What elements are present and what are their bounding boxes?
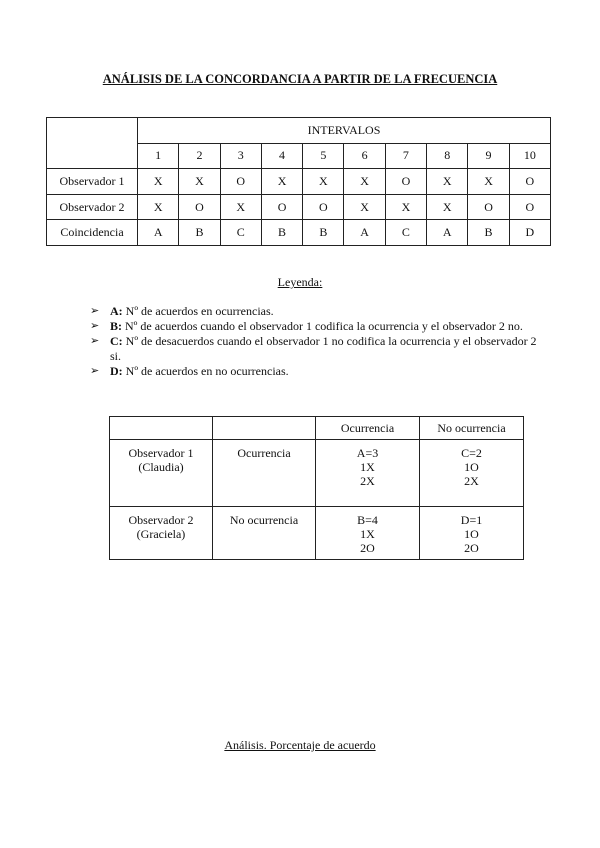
row-label: Observador 2 [47,194,138,220]
interval-value-cell: X [138,169,179,195]
count-cell [420,440,524,507]
legend-title: Leyenda: [277,275,323,289]
interval-number: 1 [138,143,179,169]
count-cell [316,507,420,560]
count-cell [316,440,420,507]
table-row [47,220,551,246]
arrow-bullet-icon: ➢ [90,365,100,377]
interval-value-cell: O [220,169,261,195]
interval-value-cell: X [427,169,468,195]
interval-value-cell: X [344,169,385,195]
interval-value-cell: D [509,220,550,246]
cell-line: B=4 [357,513,378,527]
header-cell [213,417,316,440]
interval-number: 8 [427,143,468,169]
table-row [110,507,524,560]
interval-value-cell: A [344,220,385,246]
header-cell: No ocurrencia [420,417,524,440]
arrow-bullet-icon: ➢ [90,335,100,347]
legend-key: D: [110,364,123,378]
cell-line: 1X [360,460,375,474]
row-label: Observador 1 [47,169,138,195]
legend-key: C: [110,334,123,348]
count-cell [420,507,524,560]
interval-value-cell: C [220,220,261,246]
interval-value-cell: X [385,194,426,220]
interval-value-cell: O [261,194,302,220]
interval-value-cell: O [303,194,344,220]
legend-key: B: [110,319,122,333]
interval-value-cell: B [468,220,509,246]
document-title: ANÁLISIS DE LA CONCORDANCIA A PARTIR DE LA FRECUENCIA [102,72,498,86]
legend-list [90,304,550,379]
observer-name: (Claudia) [138,460,184,474]
arrow-bullet-icon: ➢ [90,320,100,332]
interval-value-cell: B [261,220,302,246]
interval-value-cell: X [261,169,302,195]
interval-number: 5 [303,143,344,169]
interval-value-cell: X [138,194,179,220]
legend-item [90,319,550,334]
cell-line: 2O [464,541,479,555]
interval-value-cell: O [468,194,509,220]
legend-text: Nº de acuerdos en no ocurrencias. [125,364,289,378]
interval-number: 7 [385,143,426,169]
table-row [47,194,551,220]
interval-number: 2 [179,143,220,169]
legend-text: Nº de desacuerdos cuando el observador 1 no codifica la ocurrencia y el observador 2 si. [110,334,537,363]
legend-item [90,334,550,364]
header-cell: Ocurrencia [316,417,420,440]
row-label: Coincidencia [47,220,138,246]
cell-line: 2X [360,474,375,488]
observer-cell [110,507,213,560]
cell-line: 2X [464,474,479,488]
interval-value-cell: X [344,194,385,220]
agreement-matrix-table [109,416,524,560]
interval-value-cell: A [427,220,468,246]
interval-value-cell: A [138,220,179,246]
legend-item [90,364,550,379]
header-row [110,417,524,440]
intervals-table [46,117,551,246]
observer-name: (Graciela) [136,527,186,541]
condition-cell: Ocurrencia [213,440,316,507]
interval-value-cell: B [303,220,344,246]
observer-cell [110,440,213,507]
analysis-heading: Análisis. Porcentaje de acuerdo [224,738,376,752]
header-cell [110,417,213,440]
cell-line: C=2 [461,446,482,460]
interval-value-cell: X [468,169,509,195]
legend-text: Nº de acuerdos cuando el observador 1 codifica la ocurrencia y el observador 2 no. [125,319,523,333]
interval-value-cell: O [509,169,550,195]
intervals-header: INTERVALOS [138,118,551,144]
table-row [47,169,551,195]
condition-cell: No ocurrencia [213,507,316,560]
observer-label: Observador 1 [128,446,194,460]
interval-value-cell: X [303,169,344,195]
interval-value-cell: O [179,194,220,220]
interval-number: 9 [468,143,509,169]
interval-value-cell: C [385,220,426,246]
cell-line: D=1 [460,513,483,527]
interval-value-cell: X [427,194,468,220]
cell-line: 2O [360,541,375,555]
cell-line: 1O [464,527,479,541]
interval-value-cell: X [179,169,220,195]
cell-line: 1O [464,460,479,474]
cell-line: 1X [360,527,375,541]
cell-line: A=3 [356,446,379,460]
interval-value-cell: B [179,220,220,246]
interval-number: 6 [344,143,385,169]
interval-number: 4 [261,143,302,169]
table-row [110,440,524,507]
interval-number: 3 [220,143,261,169]
legend-text: Nº de acuerdos en ocurrencias. [125,304,274,318]
arrow-bullet-icon: ➢ [90,305,100,317]
legend-item [90,304,550,319]
interval-value-cell: X [220,194,261,220]
legend-key: A: [110,304,123,318]
interval-value-cell: O [385,169,426,195]
interval-number: 10 [509,143,550,169]
observer-label: Observador 2 [128,513,194,527]
empty-corner-cell [47,118,138,169]
interval-value-cell: O [509,194,550,220]
